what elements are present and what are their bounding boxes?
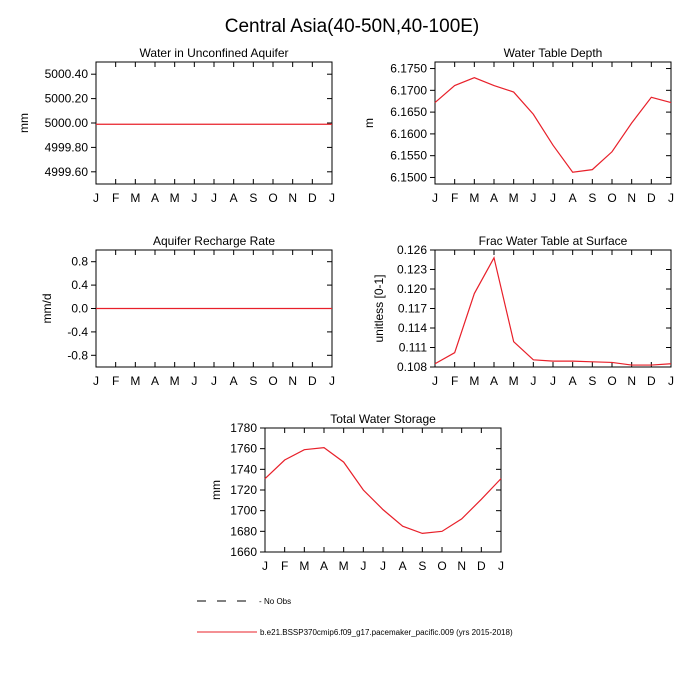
x-tick-label: J	[432, 374, 438, 388]
y-tick-label: 6.1500	[390, 170, 427, 185]
x-tick-label: D	[476, 559, 486, 573]
chart-title: Frac Water Table at Surface	[478, 234, 628, 248]
y-tick-label: 0.108	[396, 360, 427, 374]
x-tick-label: J	[380, 559, 386, 573]
y-tick-label: 4999.60	[44, 164, 88, 179]
x-tick-label: N	[457, 559, 467, 573]
y-tick-label: 0.8	[71, 254, 88, 269]
x-tick-label: M	[299, 559, 310, 573]
y-tick-label: 6.1550	[390, 148, 427, 163]
y-tick-label: 0.0	[71, 301, 88, 316]
y-tick-label: 1700	[230, 503, 257, 518]
x-tick-label: M	[130, 374, 141, 388]
x-tick-label: A	[489, 191, 499, 205]
y-tick-label: 0.120	[396, 282, 427, 296]
y-tick-label: 6.1650	[390, 105, 427, 120]
chart-title: Total Water Storage	[330, 412, 436, 426]
x-tick-label: A	[489, 374, 499, 388]
x-tick-label: M	[469, 191, 480, 205]
y-tick-label: 6.1600	[390, 126, 427, 141]
plot-frame	[435, 62, 671, 184]
x-tick-label: F	[450, 191, 459, 205]
x-tick-label: J	[211, 374, 217, 388]
series-line	[265, 448, 501, 534]
y-tick-label: 0.126	[396, 243, 427, 257]
y-tick-label: 1740	[230, 462, 257, 477]
x-tick-label: J	[211, 191, 217, 205]
chart-panel-4	[372, 234, 674, 388]
x-tick-label: A	[229, 374, 238, 388]
y-tick-label: 1780	[230, 421, 257, 435]
chart-panel-5	[209, 412, 504, 573]
x-tick-label: J	[93, 374, 99, 388]
x-tick-label: F	[111, 191, 120, 205]
x-tick-label: J	[530, 374, 537, 388]
x-tick-label: O	[268, 191, 278, 205]
x-tick-label: A	[150, 374, 160, 388]
x-tick-label: J	[93, 191, 99, 205]
series-line	[435, 78, 671, 173]
x-tick-label: M	[338, 559, 349, 573]
y-tick-label: 0.4	[71, 278, 88, 293]
y-tick-label: 0.117	[397, 301, 427, 316]
x-tick-label: O	[607, 191, 617, 205]
y-tick-label: 5000.00	[44, 116, 88, 130]
chart-title: Aquifer Recharge Rate	[152, 234, 276, 248]
plot-frame	[435, 250, 671, 367]
chart-panel-1	[17, 46, 335, 205]
legend-obs-label: No Obs	[264, 597, 292, 606]
x-tick-label: N	[288, 374, 298, 388]
chart-title: Water in Unconfined Aquifer	[139, 46, 289, 60]
figure-title: Central Asia(40-50N,40-100E)	[224, 16, 480, 37]
x-tick-label: M	[508, 191, 519, 205]
y-tick-label: 6.1700	[390, 83, 427, 98]
x-tick-label: S	[588, 191, 597, 205]
x-tick-label: J	[530, 191, 537, 205]
x-tick-label: F	[280, 559, 289, 573]
plot-frame	[96, 62, 332, 184]
x-tick-label: F	[450, 374, 459, 388]
y-tick-label: 0.111	[398, 340, 427, 355]
x-tick-label: J	[668, 191, 674, 205]
x-tick-label: N	[627, 191, 637, 205]
x-tick-label: M	[508, 374, 519, 388]
y-axis-label: m	[362, 118, 376, 128]
x-tick-label: S	[588, 374, 597, 388]
y-tick-label: 0.114	[397, 321, 427, 335]
y-tick-label: 5000.40	[44, 67, 88, 82]
x-tick-label: A	[229, 191, 238, 205]
y-tick-label: -0.8	[67, 348, 88, 363]
y-tick-label: 0.123	[396, 262, 427, 277]
x-tick-label: J	[329, 191, 335, 205]
x-tick-label: J	[262, 559, 268, 573]
x-tick-label: N	[627, 374, 637, 388]
y-tick-label: 5000.20	[44, 91, 88, 106]
x-tick-label: J	[360, 559, 367, 573]
x-tick-label: M	[469, 374, 480, 388]
x-tick-label: A	[398, 559, 407, 573]
x-tick-label: O	[268, 374, 278, 388]
x-tick-label: J	[498, 559, 504, 573]
x-tick-label: J	[329, 374, 335, 388]
x-tick-label: A	[568, 191, 577, 205]
y-axis-label: mm/d	[40, 293, 54, 324]
series-line	[435, 258, 671, 365]
x-tick-label: M	[169, 191, 180, 205]
y-tick-label: -0.4	[67, 324, 88, 339]
x-tick-label: O	[607, 374, 617, 388]
x-tick-label: J	[550, 374, 556, 388]
x-tick-label: J	[191, 374, 198, 388]
x-tick-label: D	[646, 374, 656, 388]
x-tick-label: D	[307, 374, 317, 388]
y-tick-label: 1760	[230, 441, 257, 456]
x-tick-label: D	[307, 191, 317, 205]
y-tick-label: 4999.80	[44, 140, 88, 155]
x-tick-label: A	[568, 374, 577, 388]
x-tick-label: O	[437, 559, 447, 573]
x-tick-label: F	[111, 374, 120, 388]
x-tick-label: J	[550, 191, 556, 205]
legend-obs-dash: -	[259, 597, 262, 606]
x-tick-label: N	[288, 191, 298, 205]
legend-model-label: b.e21.BSSP370cmip6.f09_g17.pacemaker_pacific.009 (yrs 2015-2018)	[260, 628, 513, 637]
x-tick-label: M	[130, 191, 141, 205]
y-tick-label: 1720	[230, 483, 257, 497]
x-tick-label: J	[432, 191, 438, 205]
x-tick-label: A	[150, 191, 160, 205]
x-tick-label: S	[249, 374, 258, 388]
plot-frame	[265, 428, 501, 552]
y-axis-label: mm	[209, 480, 223, 500]
chart-panel-2	[362, 46, 674, 205]
x-tick-label: M	[169, 374, 180, 388]
x-tick-label: S	[418, 559, 427, 573]
legend	[197, 597, 513, 637]
x-tick-label: A	[319, 559, 329, 573]
x-tick-label: J	[191, 191, 198, 205]
chart-title: Water Table Depth	[503, 46, 603, 60]
x-tick-label: S	[249, 191, 258, 205]
y-tick-label: 1660	[230, 545, 257, 559]
chart-panels	[17, 46, 674, 573]
y-tick-label: 6.1750	[390, 61, 427, 76]
y-axis-label: unitless [0-1]	[372, 274, 386, 343]
y-tick-label: 1680	[230, 524, 257, 539]
x-tick-label: D	[646, 191, 656, 205]
y-axis-label: mm	[17, 113, 31, 133]
chart-panel-3	[40, 234, 335, 388]
x-tick-label: J	[668, 374, 674, 388]
